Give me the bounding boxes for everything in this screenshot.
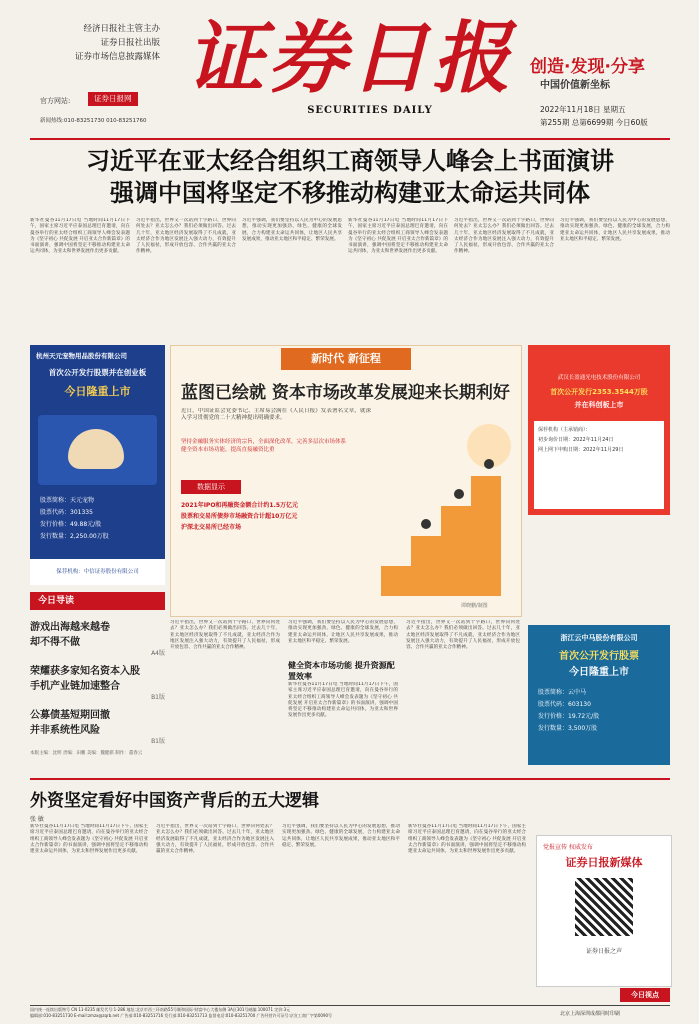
article-column: 习近平强调，我们要坚持以人民为中心的发展思想，推动实现更加强劲、绿色、健康的全球发展，合力构建亚太命运共同体，让地区人民共享发展成果，推动亚太地区和平稳定、繁荣发展。 [560,218,670,242]
illustration-credit: 谭晓鹏/制图 [461,603,488,609]
ad-subtitle: 并在科创板上市 [574,401,624,409]
lead-article [30,218,670,340]
ad-info-line: 股票简称：天元宠物 [40,497,95,504]
bottom-article [30,824,530,1004]
ad-info-line: 初步询价日期：2022年11月24日 [538,437,614,443]
footer-line: 编辑部:010-83251730 E-mail:zmzx@zqrb.net 广告部:010-83251716 发行部:010-83251713 监督电话:010-83251700 广告经营许可证号:京宣工商广字第0090号 [30,1013,333,1018]
article-column: 新华社曼谷11月17日电 当地时间11月17日下午，国家主席习近平应泰国总理巴育邀请，向在曼谷举行的亚太经合组织工商领导人峰会发表题为《坚守初心 共促发展 开启亚太合作新篇章》的书面演讲，强调中国将坚定不移推动构建亚太命运共同体，为亚太和世界发展作出更多贡献。 [30,218,130,255]
footer-info [30,1007,550,1019]
website-label: 官方网站: [40,97,71,105]
article-column: 新华社曼谷11月17日电 当地时间11月17日下午，国家主席习近平应泰国总理巴育邀请，向在曼谷举行的亚太经合组织工商领导人峰会发表题为《坚守初心 共促发展 开启亚太合作新篇章》的书面演讲，强调中国将坚定不移推动构建亚太命运共同体，为亚太和世界发展作出更多贡献。 [288,682,398,719]
ad-title: 首次公开发行股票 [559,651,639,662]
publisher-line: 证券日报社出版 [100,38,160,48]
ad-pet-image [38,415,157,485]
ad-info-line: 网上网下申购日期：2022年11月29日 [538,447,624,453]
ad-info-line: 发行数量：2,250.00万股 [40,533,109,540]
guide-item[interactable] [30,618,165,657]
footer-line: 国内统一连续出版物号 CN 11-0235 邮发代号:1-286 地址:北京市西三环南路55号顺和国际·财富中心大楼东侧 3A区301号邮编 100071 定价:3元 [30,1007,291,1012]
guide-item-text: 公募债基短期回撤 [30,710,110,721]
qr-code-icon[interactable] [575,878,633,936]
masthead [0,0,699,140]
masthead-rule [30,138,670,140]
side-promo[interactable] [536,835,672,987]
ad-info [40,495,109,543]
feature-bullet: 坚持金融服务实体经济的宗旨，全面深化改革，完善多层次市场体系 [181,439,347,445]
article-column: 新华社曼谷11月17日电 当地时间11月17日下午，国家主席习近平应泰国总理巴育邀请，向在曼谷举行的亚太经合组织工商领导人峰会发表题为《坚守初心 共促发展 开启亚太合作新篇章》的书面演讲，强调中国将坚定不移推动构建亚太命运共同体，为亚太和世界发展作出更多贡献。 [30,824,148,855]
guide-item[interactable] [30,706,165,745]
ad-subtitle: 今日隆重上市 [64,385,131,398]
ad-company: 浙江云中马股份有限公司 [560,634,638,642]
feature-bullet: 健全资本市场功能，提高直接融资比重 [181,447,275,453]
phone-line: 新闻热线:010-83251730 010-83251760 [40,118,147,124]
guide-item-page: B1版 [151,738,165,745]
guide-item-text: 却不得不做 [30,637,80,648]
ad-yunzhongma[interactable] [528,625,670,765]
ad-title: 首次公开发行股票并在创业板 [48,368,147,377]
publisher-line: 经济日报社主管主办 [83,24,160,34]
guide-item-text: 并非系统性风险 [30,725,100,736]
ad-info-line: 保荐机构（主承销商）： [538,427,591,433]
issue-number: 第255期 总第6699期 今日60版 [540,118,648,127]
article-column: 习近平指出，世界又一次站到十字路口，世界向何处去？亚太怎么办？我们必须做出回答。过去几十年，亚太地区经济发展取得了不凡成就，亚太经济合作为地区发展注入强大动力，有效提升了人民福祉，形成开放包容、合作共赢的亚太合作精神。 [170,620,280,651]
guide-item[interactable] [30,662,165,701]
issue-date: 2022年11月18日 星期五 [540,105,626,114]
ad-changyingtong[interactable] [528,345,670,515]
feature-box[interactable] [170,345,522,617]
section-rule [30,778,670,780]
promo-label: 证券日报之声 [585,948,622,955]
ad-info-line: 股票简称：云中马 [538,689,587,696]
figure-icon [454,489,464,499]
article-column: 新华社曼谷11月17日电 当地时间11月17日下午，国家主席习近平应泰国总理巴育邀请，向在曼谷举行的亚太经合组织工商领导人峰会发表题为《坚守初心 共促发展 开启亚太合作新篇章》的书面演讲，强调中国将坚定不移推动构建亚太命运共同体，为亚太和世界发展作出更多贡献。 [408,824,526,855]
guide-item-page: A4版 [151,650,165,657]
guide-item-text: 荣耀获多家知名资本入股 [30,666,140,677]
ad-info-line: 发行价格：19.72元/股 [538,713,600,720]
data-line: 2021年IPO和再融资金额合计约1.5万亿元 [181,502,299,509]
ad-sponsor: 保荐机构：中信证券股份有限公司 [30,559,165,585]
bottom-byline: 张 敏 [30,816,44,823]
ad-info-line: 股票代码：301335 [40,509,93,516]
feature-intro: 近日，中国证监会党委书记、主席易会满在《人民日报》发表署名文章，就深入学习贯彻党的二十大精神提出明确要求。 [181,408,371,421]
pet-icon [68,429,124,469]
ad-info-line: 发行价格：49.88元/股 [40,521,102,528]
figure-icon [421,519,431,529]
feature-body [170,620,520,770]
ad-tianyuan[interactable] [30,345,165,585]
newspaper-title-en: SECURITIES DAILY [307,105,433,116]
stairs-illustration [371,406,516,606]
data-title: 数据显示 [181,480,241,494]
stairs-shape [381,476,501,596]
ad-info-line: 发行数量：3,500万股 [538,725,598,732]
ad-company: 武汉长盈通光电技术股份有限公司 [557,375,641,381]
footer-rule [30,1005,670,1006]
main-headline[interactable]: 习近平在亚太经合组织工商领导人峰会上书面演讲 [86,146,614,175]
ad-info-line: 股票代码：603130 [538,701,591,708]
article-column: 习近平强调，我们要坚持以人民为中心的发展思想，推动实现更加强劲、绿色、健康的全球发展，合力构建亚太命运共同体，让地区人民共享发展成果，推动亚太地区和平稳定、繁荣发展。 [282,824,400,848]
ad-info [538,687,599,735]
promo-line: 党报宣传 权威发布 [543,844,593,851]
guide-item-text: 游戏出海越来越卷 [30,622,110,633]
ad-title: 首次公开发行2353.3544万股 [550,388,648,396]
feature-body-title: 健全资本市场功能 提升资源配置效率 [288,661,395,681]
feature-headline: 蓝图已绘就 资本市场改革发展迎来长期利好 [181,383,510,403]
today-guide-title: 今日导读 [30,592,165,610]
bottom-headline[interactable]: 外资坚定看好中国资产背后的五大逻辑 [30,791,319,811]
guide-item-page: B1版 [151,694,165,701]
article-column: 新华社曼谷11月17日电 当地时间11月17日下午，国家主席习近平应泰国总理巴育邀请，向在曼谷举行的亚太经合组织工商领导人峰会发表题为《坚守初心 共促发展 开启亚太合作新篇章》的书面演讲，强调中国将坚定不移推动构建亚太命运共同体，为亚太和世界发展作出更多贡献。 [348,218,448,255]
feature-bullets [181,438,361,454]
newspaper-title: 证券日报 [185,13,514,104]
today-guide [30,592,165,772]
data-line: 沪深北交易所已经市场 [181,524,242,531]
promo-title: 证券日报新媒体 [565,856,643,869]
article-column: 习近平强调，我们要坚持以人民为中心的发展思想，推动实现更加强劲、绿色、健康的全球发展，合力构建亚太命运共同体，让地区人民共享发展成果，推动亚太地区和平稳定、繁荣发展。 [288,620,398,644]
article-column: 习近平指出，世界又一次站到十字路口，世界向何处去？亚太怎么办？我们必须做出回答。过去几十年，亚太地区经济发展取得了不凡成就，亚太经济合作为地区发展注入强大动力，有效提升了人民福祉，形成开放包容、合作共赢的亚太合作精神。 [406,620,520,651]
article-column: 习近平强调，我们要坚持以人民为中心的发展思想，推动实现更加强劲、绿色、健康的全球发展，合力构建亚太命运共同体，让地区人民共享发展成果，推动亚太地区和平稳定、繁荣发展。 [242,218,342,242]
ad-info [534,421,664,509]
data-line: 股票和交易所债券市场融资合计超10万亿元 [181,513,298,520]
ad-company: 杭州天元宠物用品股份有限公司 [36,352,127,360]
masthead-publisher-info [40,22,160,64]
footer-printing: 北京上海深圳成都同时印刷 [560,1011,621,1017]
article-column: 习近平指出，世界又一次站到十字路口，世界向何处去？亚太怎么办？我们必须做出回答。过去几十年，亚太地区经济发展取得了不凡成就，亚太经济合作为地区发展注入强大动力，有效提升了人民福祉，形成开放包容、合作共赢的亚太合作精神。 [156,824,274,855]
slogan-sub: 中国价值新坐标 [540,80,610,91]
publisher-line: 证券市场信息披露媒体 [74,52,160,62]
today-view-badge[interactable]: 今日视点 [620,988,670,1002]
main-subheadline[interactable]: 强调中国将坚定不移推动构建亚太命运共同体 [110,178,590,207]
article-column: 习近平指出，世界又一次站到十字路口，世界向何处去？亚太怎么办？我们必须做出回答。过去几十年，亚太地区经济发展取得了不凡成就，亚太经济合作为地区发展注入强大动力，有效提升了人民福祉，形成开放包容、合作共赢的亚太合作精神。 [454,218,554,255]
slogan: 创造·发现·分享 [530,57,645,77]
guide-item-text: 手机产业链加速整合 [30,681,120,692]
website-logo[interactable]: 证券日报网 [88,92,138,106]
page-editors: 本版主编：沈明 责编：田鹏 美编：魏健骐 制作：董春云 [30,751,143,756]
data-lines [181,500,351,533]
ad-subtitle: 今日隆重上市 [569,667,629,678]
article-column: 习近平指出，世界又一次站到十字路口，世界向何处去？亚太怎么办？我们必须做出回答。过去几十年，亚太地区经济发展取得了不凡成就，亚太经济合作为地区发展注入强大动力，有效提升了人民福祉，形成开放包容、合作共赢的亚太合作精神。 [136,218,236,255]
feature-tag: 新时代 新征程 [281,348,411,370]
figure-icon [484,459,494,469]
